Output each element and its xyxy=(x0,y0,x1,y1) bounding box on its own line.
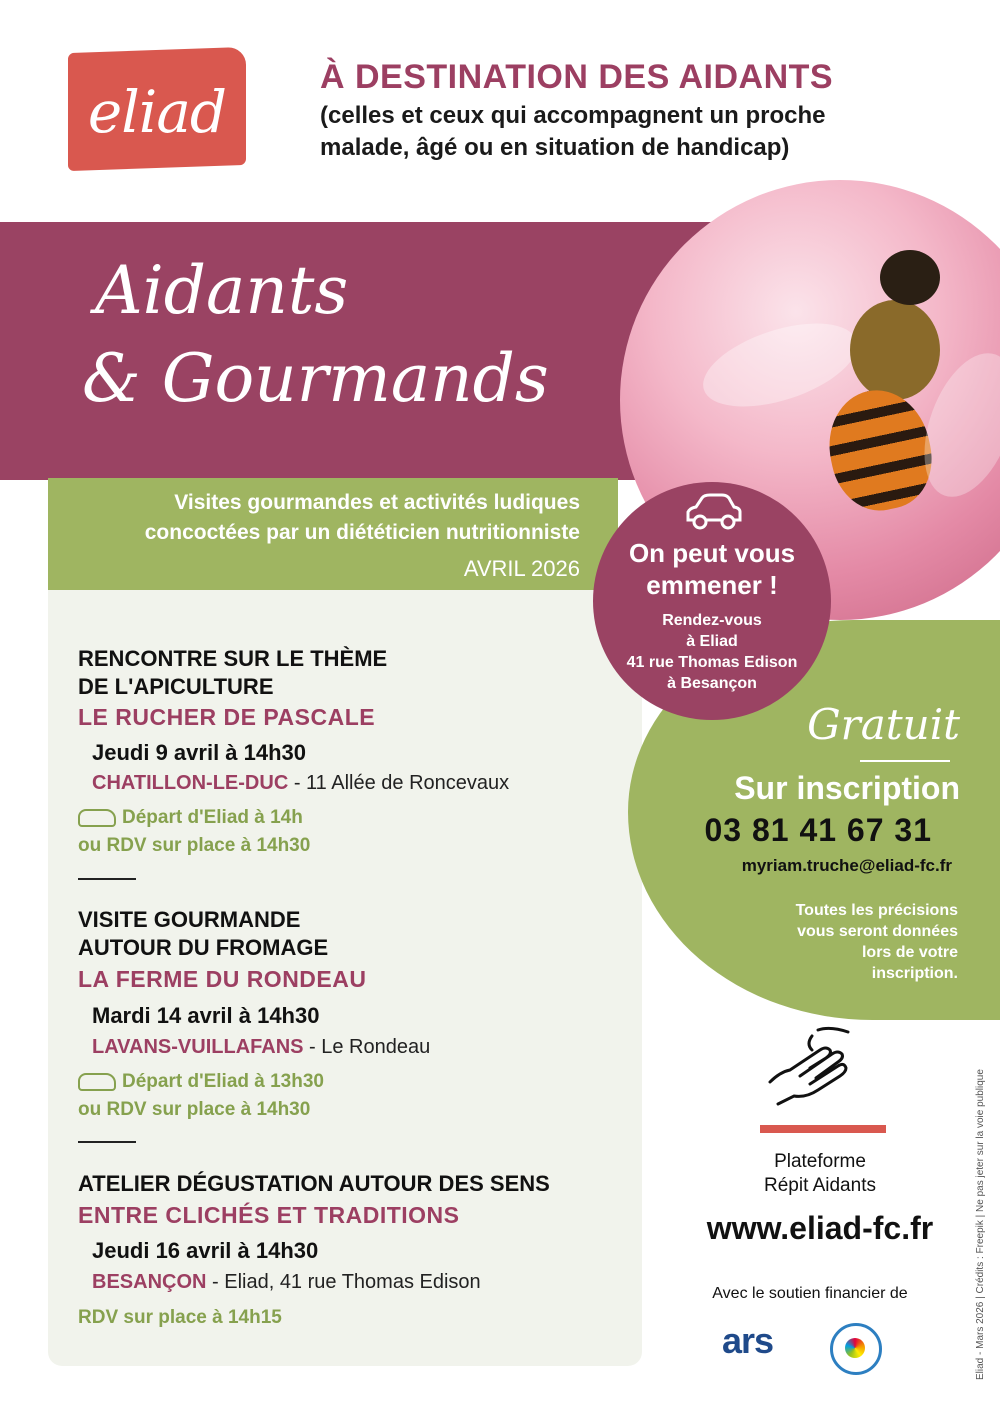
transport-line2: à Eliad xyxy=(686,633,738,650)
event-1-transport xyxy=(78,804,310,860)
event-2-title xyxy=(78,906,328,962)
event-2-date: Mardi 14 avril à 14h30 xyxy=(92,1003,320,1028)
event-2-place: LA FERME DU RONDEAU xyxy=(78,966,367,992)
transport-title-line2: emmener ! xyxy=(646,570,778,600)
intro-month: AVRIL 2026 xyxy=(463,556,580,581)
event-1-date: Jeudi 9 avril à 14h30 xyxy=(92,740,307,765)
separator xyxy=(78,878,136,880)
transport-title-line1: On peut vous xyxy=(628,538,796,568)
bee-thorax xyxy=(850,300,940,400)
audience-subtitle-line2: malade, âgé ou en situation de handicap) xyxy=(320,134,790,161)
intro-line2: concoctées par un diététicien nutritionniste xyxy=(144,521,580,544)
event-3-address: - Eliad, 41 rue Thomas Edison xyxy=(206,1271,481,1293)
intro-text xyxy=(40,488,580,548)
event-1-address: - 11 Allée de Roncevaux xyxy=(288,772,510,794)
event-2-title-line2: AUTOUR DU FROMAGE xyxy=(78,935,329,960)
audience-subtitle-line1: (celles et ceux qui accompagnent un proche xyxy=(320,102,826,129)
hero-title-line1: Aidants xyxy=(95,252,349,329)
transport-details xyxy=(593,610,831,694)
car-icon xyxy=(78,809,116,827)
credits-text: Eliad - Mars 2026 | Crédits : Freepik | Ne pas jeter sur la voie publique xyxy=(975,1069,986,1380)
intro-line1: Visites gourmandes et activités ludiques xyxy=(174,491,580,514)
transport-line4: à Besançon xyxy=(667,675,757,692)
logo-text: eliad xyxy=(87,78,227,146)
event-2-rdv: ou RDV sur place à 14h30 xyxy=(78,1099,311,1120)
event-2-town: LAVANS-VUILLAFANS xyxy=(92,1036,304,1058)
event-2-address: - Le Rondeau xyxy=(303,1036,431,1058)
transport-line3: 41 rue Thomas Edison xyxy=(626,654,798,671)
event-2-departure: Départ d'Eliad à 13h30 xyxy=(122,1071,324,1092)
details-note-line3: lors de votre xyxy=(861,944,958,961)
event-2-title-line1: VISITE GOURMANDE xyxy=(78,907,301,932)
ars-logo xyxy=(722,1320,794,1366)
event-3-place: ENTRE CLICHÉS ET TRADITIONS xyxy=(78,1202,460,1228)
audience-subtitle xyxy=(320,100,940,164)
event-1-town: CHATILLON-LE-DUC xyxy=(92,772,289,794)
event-3-title: ATELIER DÉGUSTATION AUTOUR DES SENS xyxy=(78,1171,550,1196)
eliad-logo xyxy=(68,47,246,171)
platform-name-line1: Plateforme xyxy=(774,1151,866,1172)
event-3-town: BESANÇON xyxy=(92,1271,207,1293)
free-label: Gratuit xyxy=(807,700,960,749)
email-link[interactable]: myriam.truche@eliad-fc.fr xyxy=(741,856,952,875)
event-3-date: Jeudi 16 avril à 14h30 xyxy=(92,1238,319,1263)
phone-number[interactable]: 03 81 41 67 31 xyxy=(704,812,932,848)
event-3-rdv: RDV sur place à 14h15 xyxy=(78,1307,282,1328)
partner-seal-emblem xyxy=(845,1338,865,1358)
car-icon xyxy=(682,492,746,532)
website-link[interactable]: www.eliad-fc.fr xyxy=(706,1210,934,1246)
car-icon xyxy=(78,1073,116,1091)
registration-label: Sur inscription xyxy=(734,770,960,806)
ars-logo-text: ars xyxy=(722,1320,774,1361)
transport-title xyxy=(593,537,831,601)
separator xyxy=(78,1141,136,1143)
audience-title: À DESTINATION DES AIDANTS xyxy=(320,58,834,96)
details-note-line2: vous seront données xyxy=(797,923,958,940)
details-note xyxy=(690,900,958,984)
platform-name xyxy=(700,1150,940,1198)
event-1-title-line1: RENCONTRE SUR LE THÈME xyxy=(78,646,388,671)
transport-line1: Rendez-vous xyxy=(662,612,762,629)
platform-name-line2: Répit Aidants xyxy=(764,1175,876,1196)
event-2-transport xyxy=(78,1068,324,1124)
event-2-location xyxy=(92,1036,430,1059)
partner-seal-logo xyxy=(830,1323,882,1375)
hero-title-line2: & Gourmands xyxy=(82,340,549,417)
event-1-location xyxy=(92,772,509,795)
event-1-title-line2: DE L'APICULTURE xyxy=(78,674,274,699)
details-note-line1: Toutes les précisions xyxy=(795,902,958,919)
details-note-line4: inscription. xyxy=(871,965,958,982)
free-underline xyxy=(860,760,950,762)
support-text: Avec le soutien financier de xyxy=(712,1285,908,1302)
accent-bar xyxy=(760,1125,886,1133)
bee-head xyxy=(880,250,940,305)
event-1-title xyxy=(78,645,387,701)
event-1-departure: Départ d'Eliad à 14h xyxy=(122,807,303,828)
event-1-place: LE RUCHER DE PASCALE xyxy=(78,704,376,730)
event-3-location xyxy=(92,1271,481,1294)
helping-hands-icon xyxy=(760,1022,860,1122)
event-1-rdv: ou RDV sur place à 14h30 xyxy=(78,835,311,856)
